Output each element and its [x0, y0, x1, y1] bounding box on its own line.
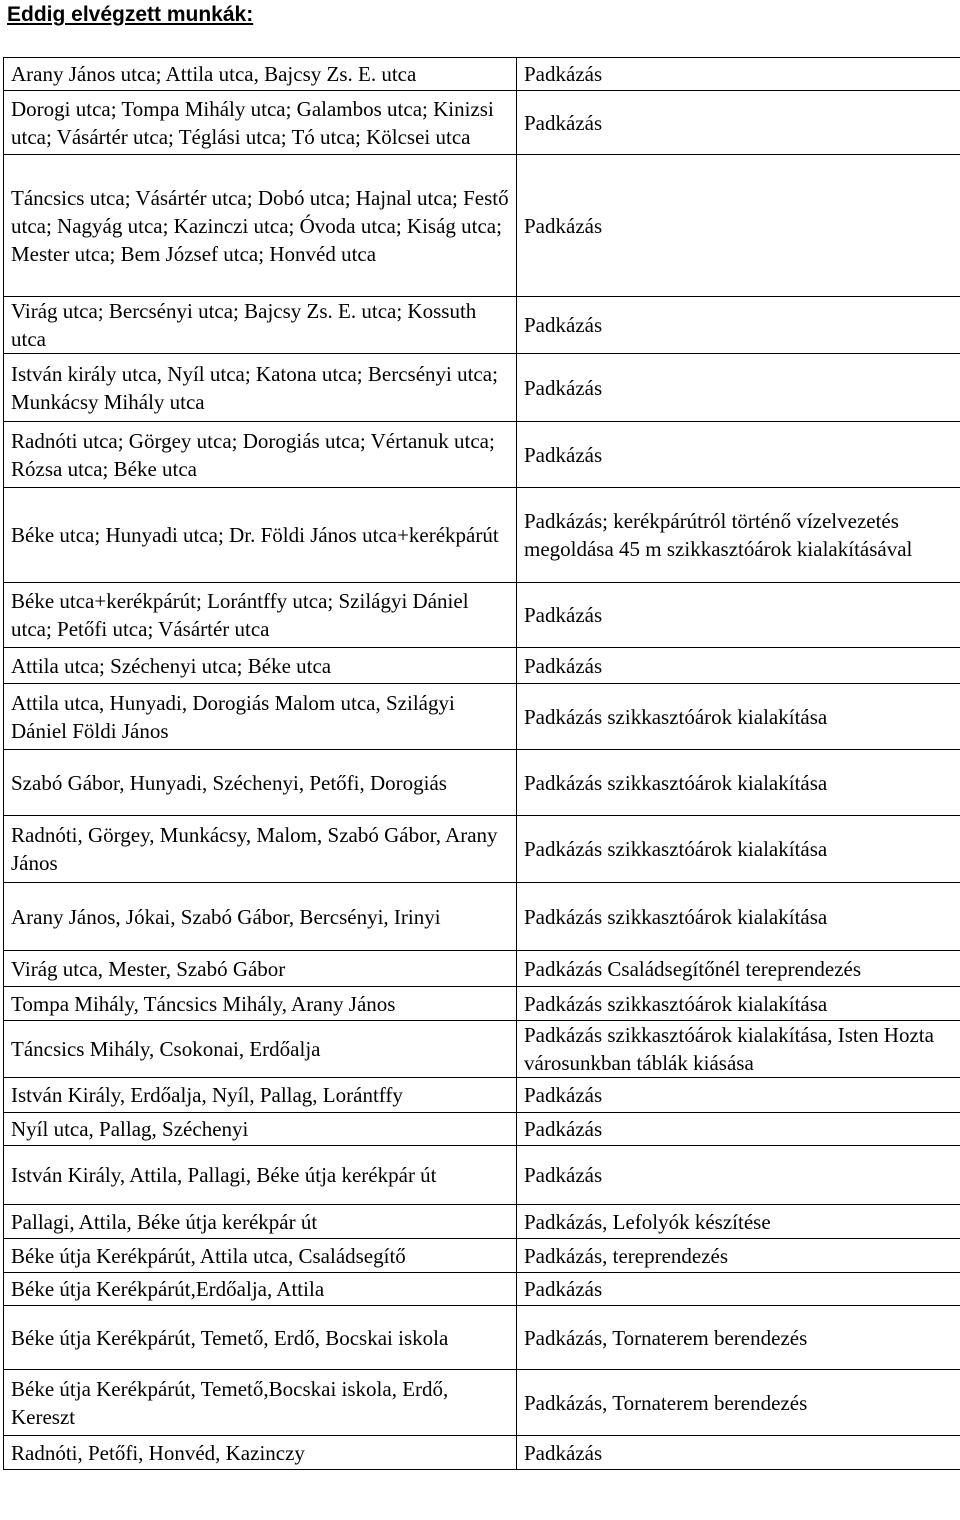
table-row	[4, 1436, 960, 1470]
street-cell: Táncsics Mihály, Csokonai, Erdőalja	[4, 1021, 517, 1078]
work-cell: Padkázás, tereprendezés	[517, 1239, 960, 1273]
street-cell: Béke utca; Hunyadi utca; Dr. Földi János utca+kerékpárút	[4, 488, 517, 583]
street-cell: Béke útja Kerékpárút, Temető,Bocskai iskola, Erdő, Kereszt	[4, 1370, 517, 1436]
work-cell: Padkázás	[517, 1078, 960, 1113]
street-cell: Táncsics utca; Vásártér utca; Dobó utca; Hajnal utca; Festő utca; Nagyág utca; Kazinczi utca; Óvoda utca; Kiság utca; Mester utca; Bem József utca; Honvéd utca	[4, 155, 517, 297]
work-cell: Padkázás	[517, 583, 960, 648]
table-row	[4, 1370, 960, 1436]
page-title: Eddig elvégzett munkák:	[7, 3, 254, 26]
street-cell: Szabó Gábor, Hunyadi, Széchenyi, Petőfi, Dorogiás	[4, 750, 517, 816]
table-row	[4, 583, 960, 648]
work-cell: Padkázás, Lefolyók készítése	[517, 1205, 960, 1239]
street-cell: Béke útja Kerékpárút, Attila utca, Családsegítő	[4, 1239, 517, 1273]
table-row	[4, 1146, 960, 1205]
work-table	[3, 57, 960, 1470]
table-row	[4, 750, 960, 816]
table-row	[4, 1078, 960, 1113]
street-cell: Radnóti utca; Görgey utca; Dorogiás utca; Vértanuk utca; Rózsa utca; Béke utca	[4, 422, 517, 488]
work-cell: Padkázás; kerékpárútról történő vízelvezetés megoldása 45 m szikkasztóárok kialakításával	[517, 488, 960, 583]
street-cell: Arany János, Jókai, Szabó Gábor, Bercsényi, Irinyi	[4, 883, 517, 951]
table-row	[4, 883, 960, 951]
table-row	[4, 1239, 960, 1273]
table-row	[4, 488, 960, 583]
work-cell: Padkázás szikkasztóárok kialakítása	[517, 987, 960, 1021]
street-cell: Virág utca, Mester, Szabó Gábor	[4, 951, 517, 987]
work-cell: Padkázás	[517, 1436, 960, 1470]
work-cell: Padkázás	[517, 648, 960, 684]
table-row	[4, 1205, 960, 1239]
table-row	[4, 987, 960, 1021]
street-cell: Attila utca, Hunyadi, Dorogiás Malom utca, Szilágyi Dániel Földi János	[4, 684, 517, 750]
street-cell: István király utca, Nyíl utca; Katona utca; Bercsényi utca; Munkácsy Mihály utca	[4, 354, 517, 422]
table-row	[4, 58, 960, 91]
work-cell: Padkázás szikkasztóárok kialakítása	[517, 883, 960, 951]
work-cell: Padkázás	[517, 422, 960, 488]
table-row	[4, 91, 960, 155]
table-row	[4, 816, 960, 883]
work-cell: Padkázás	[517, 1146, 960, 1205]
work-cell: Padkázás	[517, 1273, 960, 1306]
table-row	[4, 684, 960, 750]
work-cell: Padkázás, Tornaterem berendezés	[517, 1370, 960, 1436]
table-row	[4, 1021, 960, 1078]
table-row	[4, 422, 960, 488]
street-cell: Arany János utca; Attila utca, Bajcsy Zs. E. utca	[4, 58, 517, 91]
table-row	[4, 1306, 960, 1370]
street-cell: Nyíl utca, Pallag, Széchenyi	[4, 1113, 517, 1146]
street-cell: Radnóti, Petőfi, Honvéd, Kazinczy	[4, 1436, 517, 1470]
street-cell: Béke utca+kerékpárút; Lorántffy utca; Szilágyi Dániel utca; Petőfi utca; Vásártér utca	[4, 583, 517, 648]
work-cell: Padkázás	[517, 91, 960, 155]
street-cell: István Király, Attila, Pallagi, Béke útja kerékpár út	[4, 1146, 517, 1205]
work-cell: Padkázás szikkasztóárok kialakítása, Isten Hozta városunkban táblák kiásása	[517, 1021, 960, 1078]
street-cell: István Király, Erdőalja, Nyíl, Pallag, Lorántffy	[4, 1078, 517, 1113]
table-row	[4, 1273, 960, 1306]
work-cell: Padkázás	[517, 1113, 960, 1146]
table-row	[4, 1113, 960, 1146]
table-row	[4, 297, 960, 354]
work-cell: Padkázás	[517, 155, 960, 297]
work-cell: Padkázás	[517, 354, 960, 422]
street-cell: Radnóti, Görgey, Munkácsy, Malom, Szabó Gábor, Arany János	[4, 816, 517, 883]
street-cell: Pallagi, Attila, Béke útja kerékpár út	[4, 1205, 517, 1239]
work-cell: Padkázás	[517, 58, 960, 91]
table-row	[4, 354, 960, 422]
street-cell: Béke útja Kerékpárút,Erdőalja, Attila	[4, 1273, 517, 1306]
table-row	[4, 155, 960, 297]
work-table-body	[4, 58, 960, 1470]
work-cell: Padkázás szikkasztóárok kialakítása	[517, 816, 960, 883]
street-cell: Béke útja Kerékpárút, Temető, Erdő, Bocskai iskola	[4, 1306, 517, 1370]
street-cell: Tompa Mihály, Táncsics Mihály, Arany János	[4, 987, 517, 1021]
table-row	[4, 951, 960, 987]
work-cell: Padkázás Családsegítőnél tereprendezés	[517, 951, 960, 987]
table-row	[4, 648, 960, 684]
street-cell: Dorogi utca; Tompa Mihály utca; Galambos utca; Kinizsi utca; Vásártér utca; Téglási utca; Tó utca; Kölcsei utca	[4, 91, 517, 155]
street-cell: Attila utca; Széchenyi utca; Béke utca	[4, 648, 517, 684]
work-cell: Padkázás szikkasztóárok kialakítása	[517, 684, 960, 750]
street-cell: Virág utca; Bercsényi utca; Bajcsy Zs. E. utca; Kossuth utca	[4, 297, 517, 354]
work-cell: Padkázás szikkasztóárok kialakítása	[517, 750, 960, 816]
work-cell: Padkázás, Tornaterem berendezés	[517, 1306, 960, 1370]
work-cell: Padkázás	[517, 297, 960, 354]
